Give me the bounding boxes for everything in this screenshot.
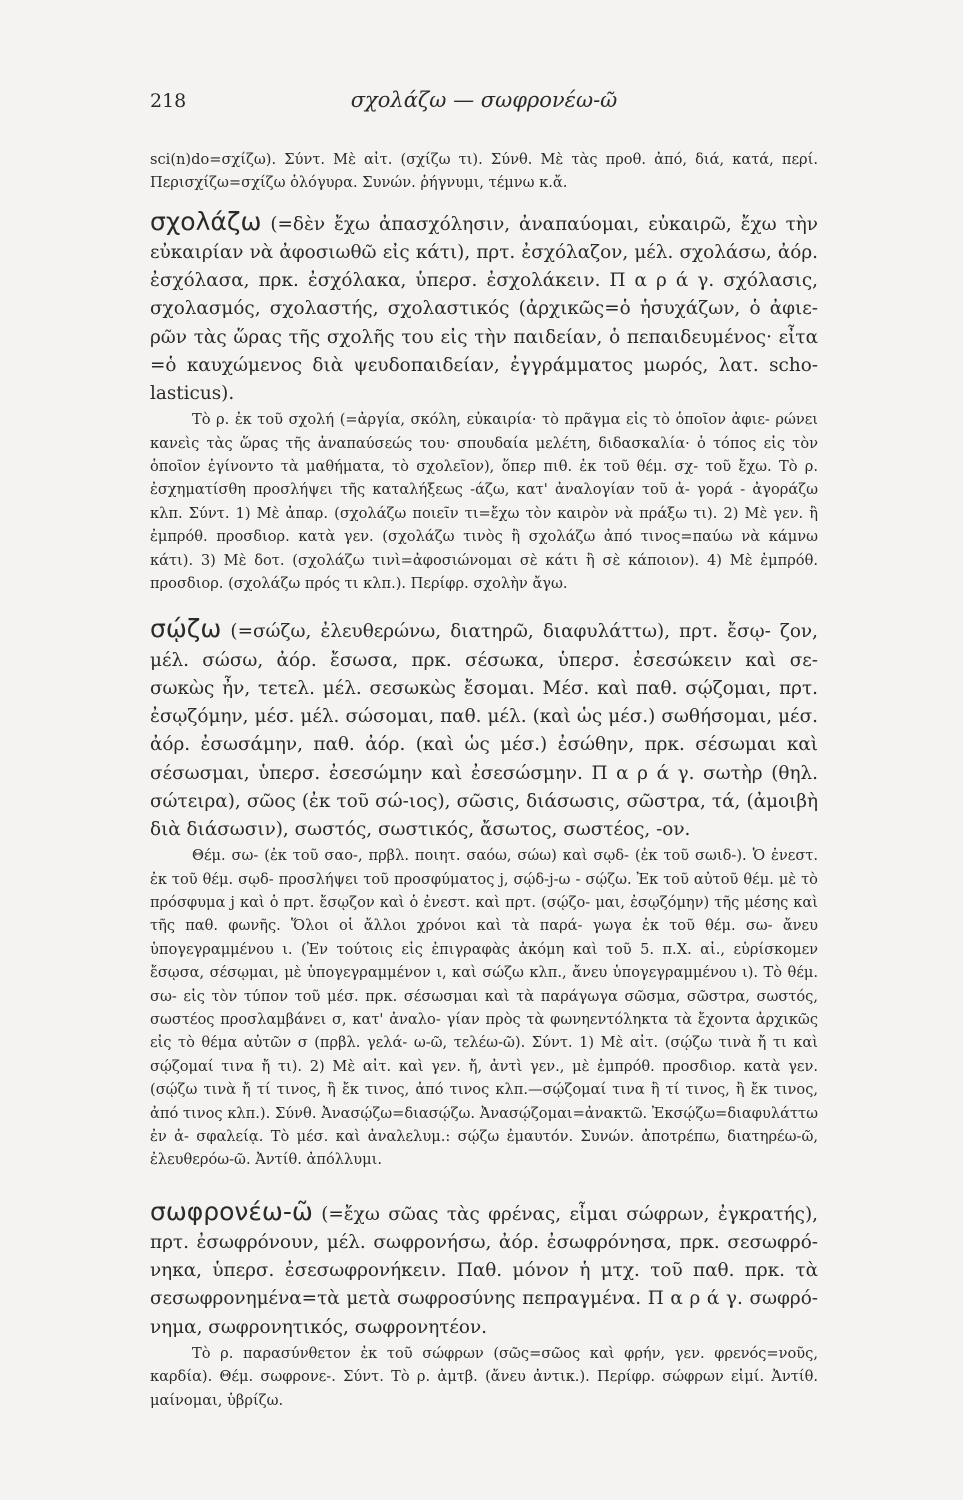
note-line: καὶ τοῦ 5. π.Χ. αἰ., εὑρίσκομεν ἔσῳσα, σέσῳμαι, μὲ ὑπογεγραμμένον ι, καὶ σώζω [150,940,819,982]
note-line: εἰς τὸν ὁποῖον ἐγίνοντο τὰ μαθήματα, τὸ σχολεῖον), ὅπερ πιθ. ἐκ τοῦ θέμ. σχ- τοῦ [150,434,819,476]
entry-line: ἐσχόλασα, πρκ. ἐσχόλακα, ὑπερσ. ἐσχολάκειν. Π α ρ ά γ. σχόλασις, [150,270,818,292]
page-header [150,88,818,124]
entry-line: (θηλ. σώτειρα), σῶος (ἐκ τοῦ σώ-ιος), σῶσις, διάσωσις, σῶστρα, τά, [150,762,818,812]
entry-sozo-main [150,615,818,844]
entry-line: μέσ. ἀόρ. ἐσωσάμην, παθ. ἀόρ. (καὶ ὡς μέσ.) ἐσώθην, πρκ. σέσωμαι [150,706,818,756]
headword: σχολάζω [150,206,262,236]
running-head: σχολάζω — σωφρονέω-ῶ [350,88,618,112]
note-line: τοῦ αὐτοῦ θέμ. μὲ τὸ πρόσφυμα j καὶ ὁ πρτ. ἔσῳζον καὶ ὁ ἐνεστ. καὶ πρτ. (σῴζο- [150,870,818,911]
note-line: γορά - ἀγοράζω κλπ. Σύντ. 1) Μὲ ἀπαρ. (σχολάζω ποιεῖν τι=ἔχω τὸν καιρὸν νὰ [150,481,819,522]
entry-sozo-notes [150,844,818,1172]
intro-line: περί. Περισχίζω=σχίζω ὁλόγυρα. Συνών. ῥήγνυμι, τέμνω κ.ἄ. [150,151,818,192]
note-line: ἐλευθερόω-ῶ. Ἀντίθ. ἀπόλλυμι. [150,1151,382,1169]
note-line: πράξω τι). 2) Μὲ γεν. ἢ ἐμπρόθ. προσδιορ. κατὰ γεν. (σχολάζω τινὸς ἢ σχολάζω [150,504,819,546]
note-line: ἔχω. Τὸ ρ. ἐσχηματίσθη προσλήψει τῆς καταλήξεως -άζω, κατ' ἀναλογίαν τοῦ ἀ- [150,458,819,499]
note-line: καρδία). Θέμ. σωφρονε-. Σύντ. Τὸ ρ. ἀμτβ. (ἄνευ ἀντικ.). Περίφρ. σώφρων εἰμί. [150,1368,765,1386]
intro-paragraph [150,148,818,195]
intro-line: sci(n)do=σχίζω). Σύντ. Μὲ αἰτ. (σχίζω τι). Σύνθ. Μὲ τὰς προθ. ἀπό, διά, κατά, [150,151,774,168]
entry-line: ρῶν τὰς ὥρας τῆς σχολῆς του εἰς τὴν παιδείαν, ὁ πεπαιδευμένος· εἶτα [150,326,818,348]
entry-line: σεσωφρονημένα=τὰ μετὰ σωφροσύνης πεπραγμένα. Π α ρ ά γ. σωφρό- [150,1288,818,1310]
note-line: ρώνει κανεὶς τὰς ὥρας τῆς ἀναπαύσεώς του· σπουδαία μελέτη, διδασκαλία· ὁ τόπος [150,411,818,452]
entry-scholazo-main [150,208,818,408]
note-line: Ὁ ἐνεστ. ἐκ τοῦ θέμ. σῳδ- προσλήψει τοῦ προσφύματος j, σῴδ-j-ω - σῴζω. Ἐκ [150,847,818,888]
note-line: γίαν πρὸς τὰ φωνηεντόληκτα τὰ ἔχοντα ἀρχικῶς εἰς τὸ θέμα αὐτῶν σ (πρβλ. γελά- [150,1010,818,1052]
entry-sophroneo-main [150,1198,818,1342]
note-line: σφαλείᾳ. Τὸ μέσ. καὶ ἀναλελυμ.: σῴζω ἐμαυτόν. Συνών. ἀποτρέπω, διατηρέω-ῶ, [196,1127,818,1145]
note-line: αἰτ. καὶ γεν. ἤ, ἀντὶ γεν., μὲ ἐμπρόθ. προσδιορ. κατὰ γεν. (σῴζω τινὰ ἤ τί τινος, [150,1057,819,1099]
note-line: ἢ ἔκ τινος, ἀπό τινος κλπ.—σῴζομαί τινα ἢ τί τινος, ἢ ἔκ τινος, ἀπό τινος κλπ.). [150,1081,819,1122]
entry-line: πρτ. ἐσωφρόνουν, μέλ. σωφρονήσω, ἀόρ. ἐσωφρόνησα, πρκ. σεσωφρό- [150,1232,818,1253]
entry-line: (=δὲν ἔχω ἀπασχόλησιν, ἀναπαύομαι, εὐκαιρῶ, ἔχω τὴν [270,213,818,235]
entry-line: σχολασμός, σχολαστής, σχολαστικός (ἀρχικῶς=ὁ ἡσυχάζων, ὁ ἀφιε- [150,298,818,320]
headword: σῴζω [150,614,222,644]
entry-line: (ἀμοιβὴ διὰ διάσωσιν), σωστός, σωστικός, ἄσωτος, σωστέος, -ον. [150,790,818,840]
headword: σωφρονέω-ῶ [150,1196,313,1226]
entry-line: (=ἔχω σῶας τὰς φρένας, εἶμαι σώφρων, ἐγκρατής), [321,1203,818,1225]
note-line: Θέμ. σω- (ἐκ τοῦ σαο-, πρβλ. ποιητ. σαόω, σώω) καὶ σῳδ- (ἐκ τοῦ σωιδ-). [192,847,747,865]
entry-line: σωκὼς ἦν, τετελ. μέλ. σεσωκὼς ἔσομαι. Μέσ. καὶ παθ. σῴζομαι, πρτ. [150,677,818,699]
note-line: Τὸ ρ. παρασύνθετον ἐκ τοῦ σώφρων (σῶς=σῶος καὶ φρήν, γεν. φρενός=νοῦς, [192,1344,818,1362]
entry-scholazo-notes [150,408,818,595]
note-line: μαι, ἐσῳζόμην) τῆς μέσης καὶ τῆς παθ. φωνῆς. Ὅλοι οἱ ἄλλοι χρόνοι καὶ τὰ παρά- [150,893,819,935]
entry-line: νηκα, ὑπερσ. ἐσεσωφρονήκειν. Παθ. μόνον ἡ μτχ. τοῦ παθ. πρκ. τὰ [150,1260,818,1282]
note-line: γωγα ἐκ τοῦ θέμ. σω- ἄνευ ὑπογεγραμμένου ι. (Ἐν τούτοις εἰς ἐπιγραφὰς ἀκόμη [150,917,818,958]
note-line: Ἀντίθ. μαίνομαι, ὑβρίζω. [150,1368,818,1409]
entry-line: καὶ σέσωσμαι, ὑπερσ. ἐσεσώμην καὶ ἐσεσώσμην. Π α ρ ά γ. σωτὴρ [150,734,818,784]
note-line: κλπ., ἄνευ ὑπογεγραμμένου ι). Τὸ θέμ. σω- εἰς τὸν τύπον τοῦ μέσ. πρκ. σέσωσμαι [150,964,818,1005]
note-line: καὶ τὰ παράγωγα σῶσμα, σῶστρα, σωστός, σωστέος προσλαμβάνει σ, κατ' ἀναλο- [150,987,818,1028]
entry-line: ζον, μέλ. σώσω, ἀόρ. ἔσωσα, πρκ. σέσωκα, ὑπερσ. ἐσεσώκειν καὶ σε- [150,621,818,671]
entry-line: (=σώζω, ἐλευθερώνω, διατηρῶ, διαφυλάττω), πρτ. ἔσῳ- [230,621,771,643]
entry-line: lasticus). [150,383,235,405]
entry-line: εὐκαιρίαν νὰ ἀφοσιωθῶ εἰς κάτι), πρτ. ἐσχόλαζον, μέλ. σχολάσω, ἀόρ. [150,242,818,264]
entry-line: νημα, σωφρονητικός, σωφρονητέον. [150,1316,488,1338]
entry-line: =ὁ καυχώμενος διὰ ψευδοπαιδείαν, ἐγγράμματος μωρός, λατ. scho- [150,354,818,376]
note-line: σὲ κάποιον). 4) Μὲ ἐμπρόθ. προσδιορ. (σχολάζω πρός τι κλπ.). Περίφρ. σχολὴν ἄγω. [150,551,818,593]
note-line: Τὸ ρ. ἐκ τοῦ σχολή (=ἀργία, σκόλη, εὐκαιρία· τὸ πρᾶγμα εἰς τὸ ὁποῖον ἀφιε- [192,411,770,429]
page-body [150,148,818,1412]
entry-sophroneo-notes [150,1342,818,1412]
entry-line: ἐσῳζόμην, μέσ. μέλ. σώσομαι, παθ. μέλ. (καὶ ὡς μέσ.) σωθήσομαι, [150,706,773,728]
note-line: ω-ῶ, τελέω-ῶ). Σύντ. 1) Μὲ αἰτ. (σῴζω τινὰ ἤ τι καὶ σῴζομαί τινα ἤ τι). 2) Μὲ [150,1034,818,1075]
note-line: Σύνθ. Ἀνασῴζω=διασῴζω. Ἀνασῴζομαι=ἀνακτῶ. Ἐκσῴζω=διαφυλάττω ἐν ἀ- [150,1104,818,1145]
page-number: 218 [150,90,187,112]
note-line: ἀπό τινος=παύω νὰ κάμνω κάτι). 3) Μὲ δοτ. (σχολάζω τινὶ=ἀφοσιώνομαι σὲ κάτι ἢ [150,528,818,569]
